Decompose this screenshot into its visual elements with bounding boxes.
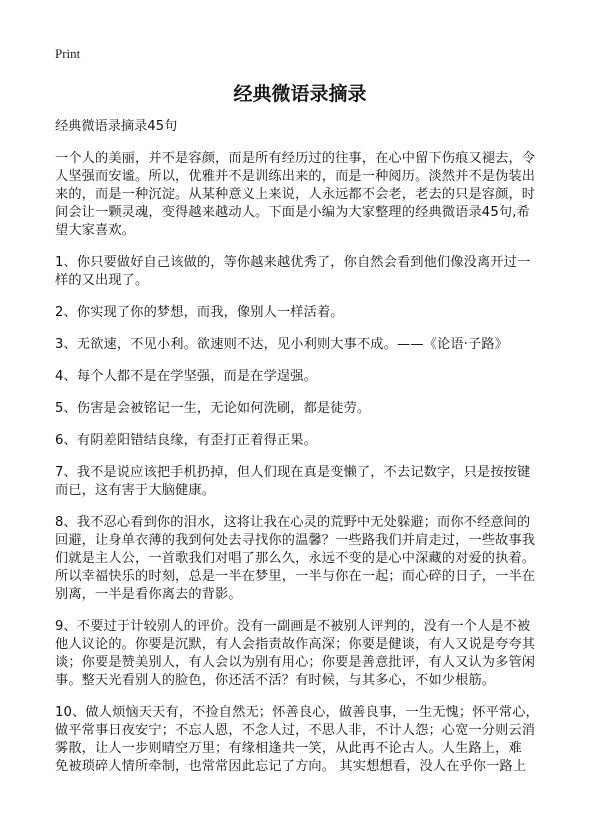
text-line: 5、伤害是会被铭记一生，无论如何洗刷，都是徒劳。 xyxy=(55,401,371,416)
text-line: 别离，一半是看你离去的背影。 xyxy=(55,587,242,602)
quote-item xyxy=(55,618,550,690)
text-line: 6、有阴差阳错结良缘，有歪打正着得正果。 xyxy=(55,433,317,448)
text-line: 1、你只要做好自己该做的，等你越来越优秀了，你自然会看到他们像没离开过一 xyxy=(55,255,531,270)
text-line: 人坚强而安谧。所以，优雅并不是训练出来的，而是一种阅历。淡然并不是伪装出 xyxy=(55,169,536,184)
quote-item xyxy=(55,514,550,604)
quote-item xyxy=(55,368,550,386)
text-line: 4、每个人都不是在学坚强，而是在学逞强。 xyxy=(55,369,317,384)
text-line: 而已，这有害于大脑健康。 xyxy=(55,483,216,498)
text-line: 事。整天光看别人的脸色，你还活不活？有时候，与其多心，不如少根筋。 xyxy=(55,673,496,688)
print-link[interactable]: Print xyxy=(55,46,81,61)
text-line: 7、我不是说应该把手机扔掉，但人们现在真是变懒了，不去记数字，只是按按键 xyxy=(55,465,531,480)
quote-item xyxy=(55,464,550,500)
quote-item xyxy=(55,336,550,354)
quote-item xyxy=(55,304,550,322)
text-line: 所以幸福快乐的时刻，总是一半在梦里，一半与你在一起；而心碎的日子，一半在 xyxy=(55,569,536,584)
quote-item xyxy=(55,432,550,450)
text-line: 望大家喜欢。 xyxy=(55,223,136,238)
intro-paragraph xyxy=(55,150,550,240)
text-line: 样的又出现了。 xyxy=(55,273,149,288)
text-line: 他人议论的。你要是沉默，有人会指责故作高深；你要是健谈，有人又说是夸夸其 xyxy=(55,637,536,652)
text-line: 来的，而是一种沉淀。从某种意义上来说，人永远都不会老，老去的只是容颜，时 xyxy=(55,187,536,202)
document-subtitle: 经典微语录摘录45句 xyxy=(55,119,178,134)
text-line: 9、不要过于计较别人的评价。没有一副画是不被别人评判的，没有一个人是不被 xyxy=(55,619,531,634)
page-title: 经典微语录摘录 xyxy=(233,83,367,105)
text-line: 免被琐碎人情所牵制，也常常因此忘记了方向。 其实想想看，没人在乎你一路上 xyxy=(55,759,527,774)
document-body xyxy=(55,118,550,790)
text-line: 8、我不忍心看到你的泪水，这将让我在心灵的荒野中无处躲避；而你不经意间的 xyxy=(55,515,531,530)
text-line: 一个人的美丽，并不是容颜，而是所有经历过的往事，在心中留下伤痕又褪去，令 xyxy=(55,151,536,166)
text-line: 做平常事日夜安宁；不忘人恩，不念人过，不思人非，不计人怨；心宽一分则云消 xyxy=(55,723,536,738)
text-line: 回避，让身单衣薄的我到何处去寻找你的温馨？一些路我们并肩走过，一些故事我 xyxy=(55,533,536,548)
paragraph-list xyxy=(55,150,550,776)
text-line: 雾散，让人一步则晴空万里；有缘相逢共一笑，从此再不论古人。人生路上，难 xyxy=(55,741,522,756)
quote-item xyxy=(55,254,550,290)
quote-item xyxy=(55,704,550,776)
text-line: 2、你实现了你的梦想，而我，像别人一样活着。 xyxy=(55,305,344,320)
quote-item xyxy=(55,400,550,418)
text-line: 们就是主人公，一首歌我们对唱了那么久，永远不变的是心中深藏的对爱的执着。 xyxy=(55,551,536,566)
text-line: 间会让一颗灵魂，变得越来越动人。下面是小编为大家整理的经典微语录45句,希 xyxy=(55,205,530,220)
text-line: 10、做人烦恼天天有，不捡自然无；怀善良心，做善良事，一生无愧；怀平常心， xyxy=(55,705,539,720)
text-line: 谈；你要是赞美别人，有人会以为别有用心；你要是善意批评，有人又认为多管闲 xyxy=(55,655,536,670)
text-line: 3、无欲速，不见小利。欲速则不达，见小利则大事不成。——《论语·子路》 xyxy=(55,337,509,352)
